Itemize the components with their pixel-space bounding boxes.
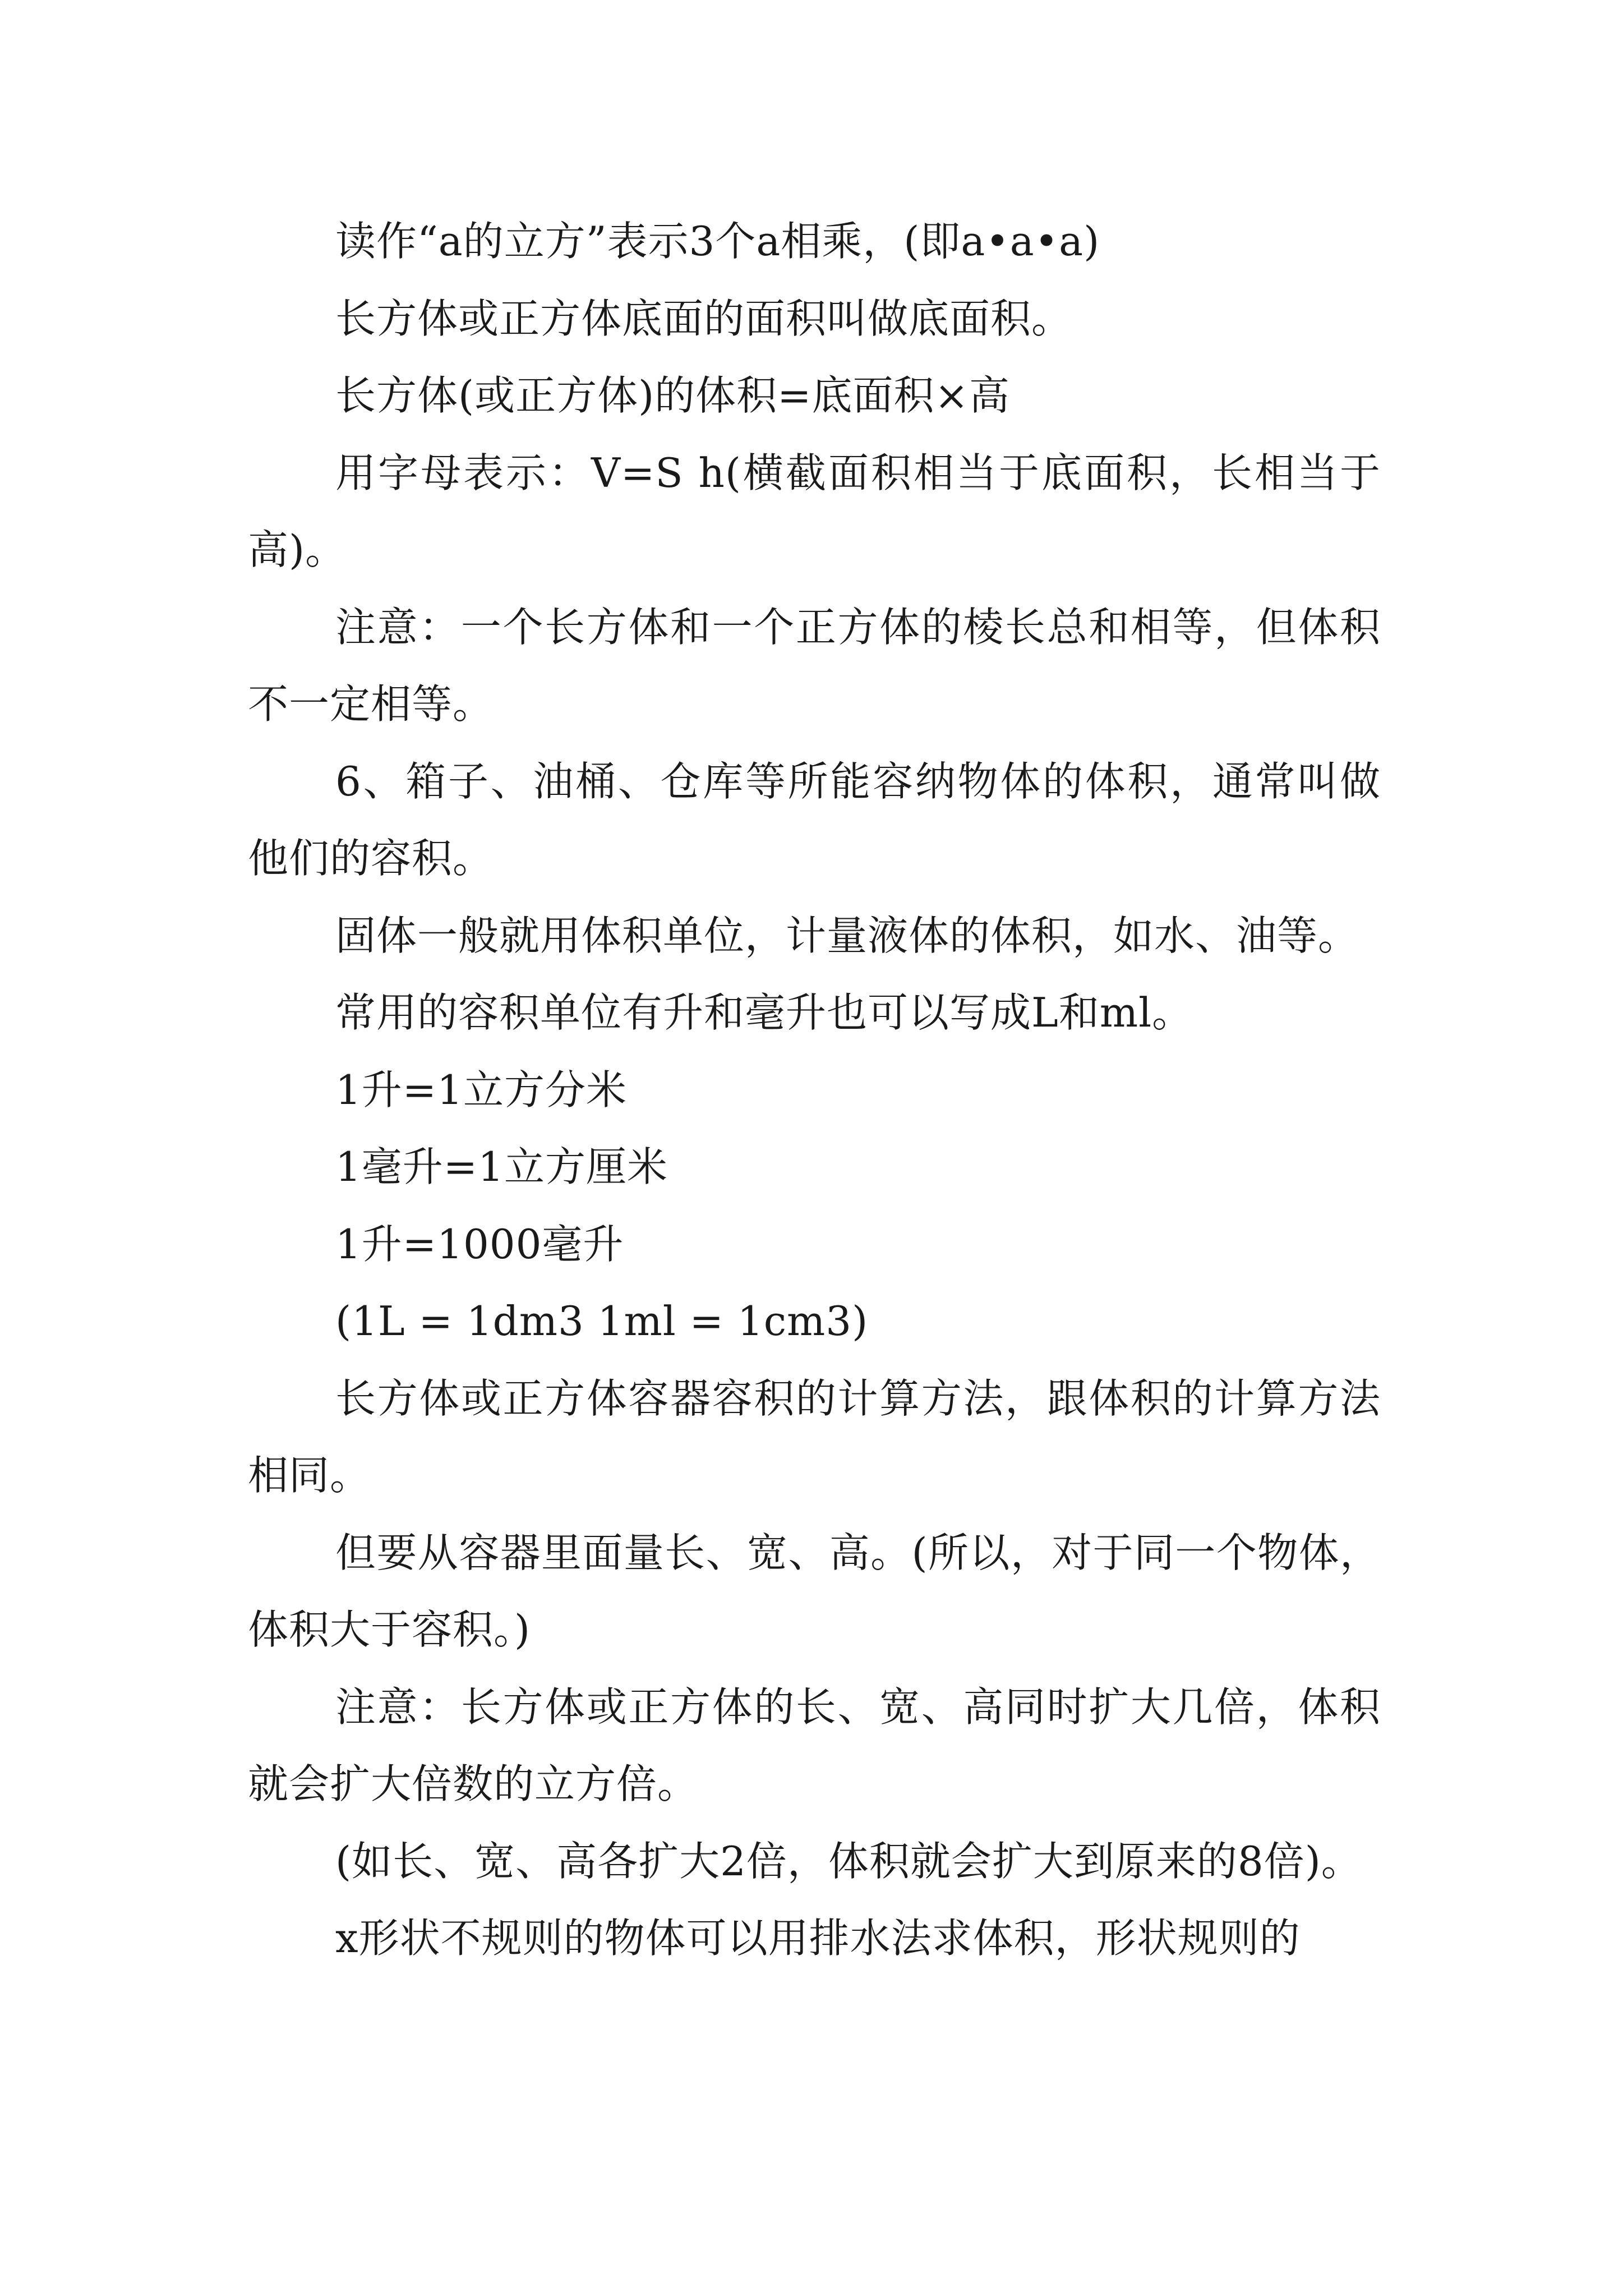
paragraph: 注意：长方体或正方体的长、宽、高同时扩大几倍，体积就会扩大倍数的立方倍。	[248, 1683, 1381, 1807]
paragraph: (如长、宽、高各扩大2倍，体积就会扩大到原来的8倍)。	[335, 1837, 1362, 1885]
paragraph: (1L = 1dm3 1ml = 1cm3)	[335, 1297, 869, 1345]
paragraph: 长方体或正方体容器容积的计算方法，跟体积的计算方法相同。	[248, 1374, 1381, 1499]
paragraph: 长方体或正方体底面的面积叫做底面积。	[335, 295, 1073, 342]
document-body	[248, 203, 1381, 1977]
paragraph: 常用的容积单位有升和毫升也可以写成L和ml。	[335, 989, 1193, 1036]
paragraph: 注意：一个长方体和一个正方体的棱长总和相等，但体积不一定相等。	[248, 603, 1381, 728]
paragraph: 6、箱子、油桶、仓库等所能容纳物体的体积，通常叫做他们的容积。	[248, 757, 1381, 882]
paragraph: 固体一般就用体积单位，计量液体的体积，如水、油等。	[335, 912, 1359, 959]
paragraph: 1毫升=1立方厘米	[335, 1143, 668, 1190]
paragraph: 用字母表示：V=S h(横截面积相当于底面积，长相当于高)。	[248, 449, 1381, 573]
paragraph: x形状不规则的物体可以用排水法求体积，形状规则的	[335, 1915, 1301, 1962]
paragraph: 长方体(或正方体)的体积=底面积×高	[335, 372, 1010, 419]
paragraph: 1升=1立方分米	[335, 1066, 627, 1114]
paragraph: 但要从容器里面量长、宽、高。(所以，对于同一个物体，体积大于容积。)	[248, 1529, 1381, 1653]
paragraph: 读作“a的立方”表示3个a相乘，(即a•a•a)	[335, 218, 1100, 265]
paragraph: 1升=1000毫升	[335, 1220, 624, 1268]
